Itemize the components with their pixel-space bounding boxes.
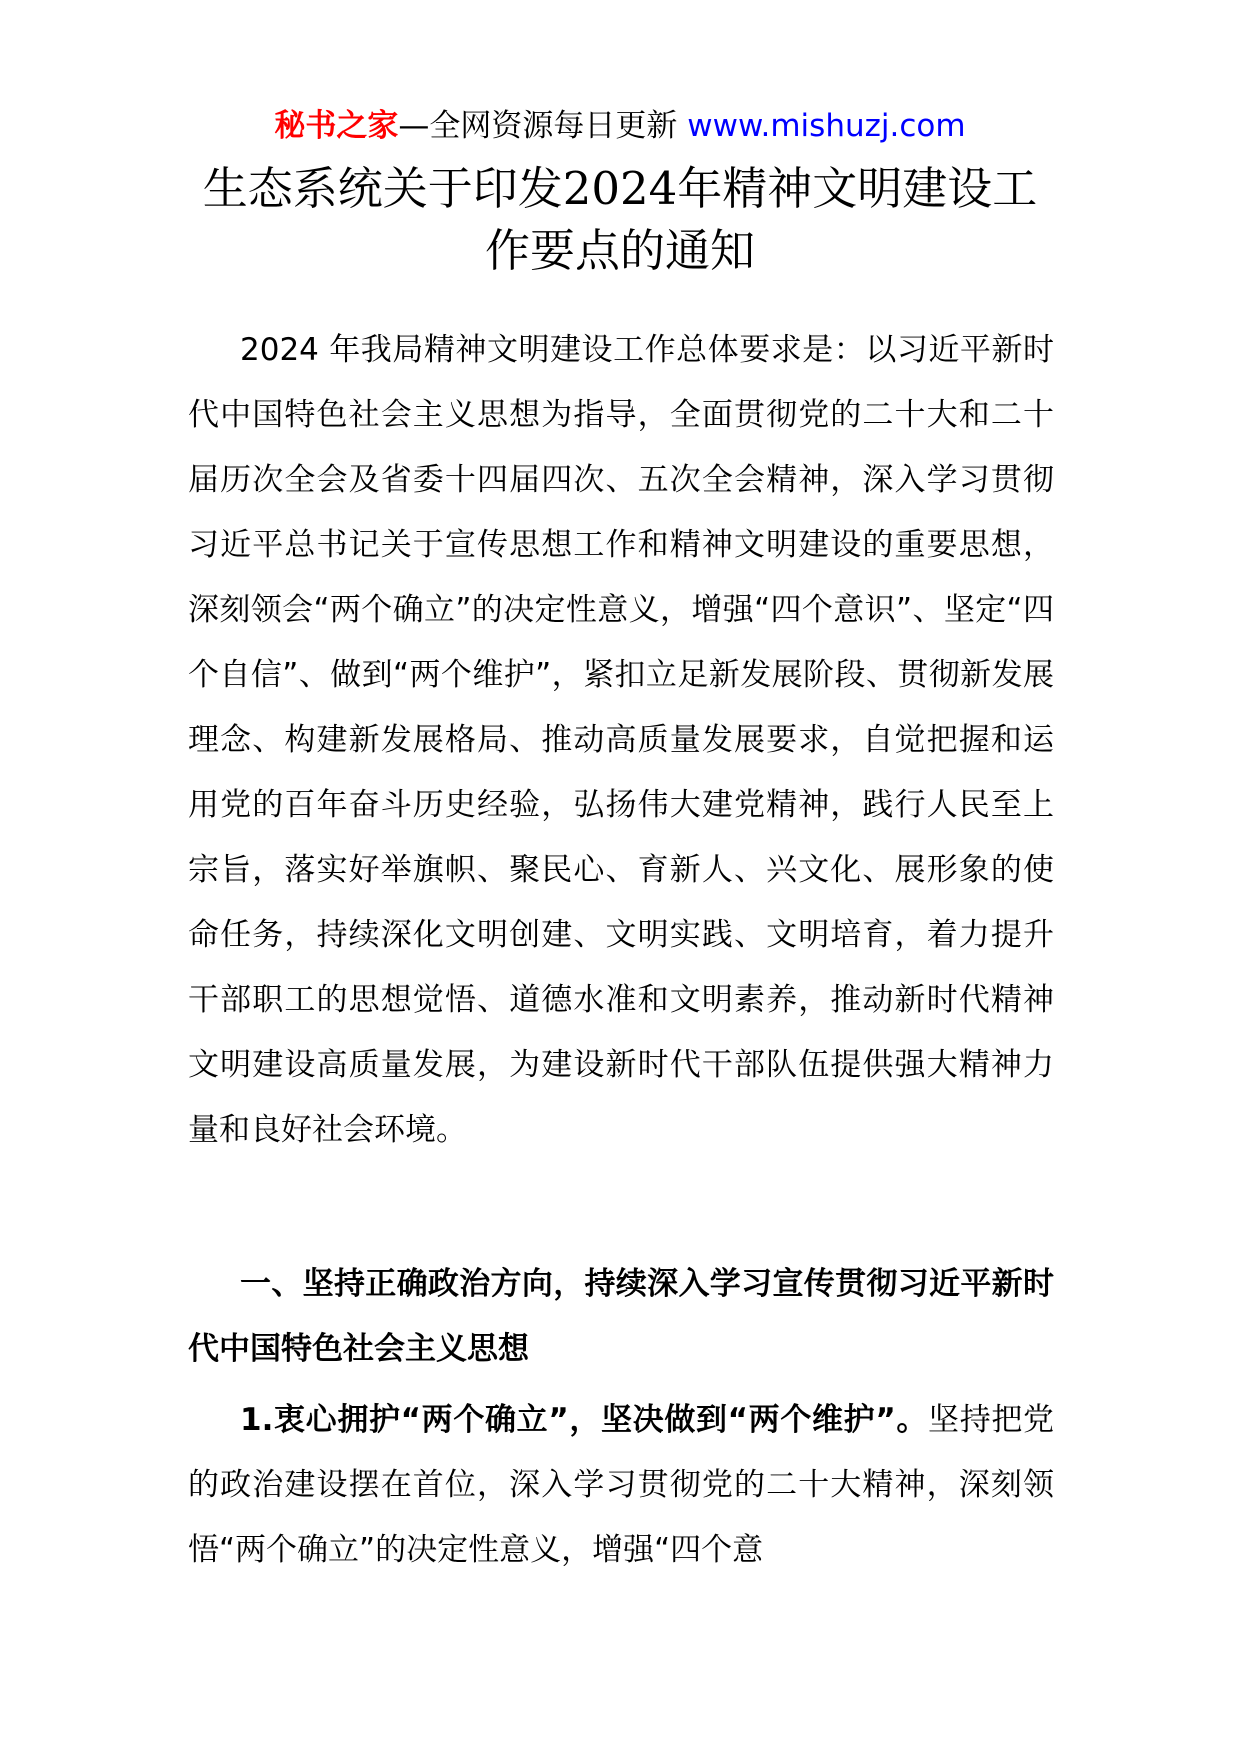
item-1-text: 坚持把党的政治建设摆在首位，深入学习贯彻党的二十大精神，深刻领悟“两个确立”的决定性意义，增强“四个意	[188, 1402, 1055, 1568]
intro-paragraph: 2024 年我局精神文明建设工作总体要求是：以习近平新时代中国特色社会主义思想为指导，全面贯彻党的二十大和二十届历次全会及省委十四届四次、五次全会精神，深入学习贯彻习近平总书记关于宣传思想工作和精神文明建设的重要思想，深刻领会“两个确立”的决定性意义，增强“四个意识”、坚定“四个自信”、做到“两个维护”，紧扣立足新发展阶段、贯彻新发展理念、构建新发展格局、推动高质量发展要求，自觉把握和运用党的百年奋斗历史经验，弘扬伟大建党精神，践行人民至上宗旨，落实好举旗帜、聚民心、育新人、兴文化、展形象的使命任务，持续深化文明创建、文明实践、文明培育，着力提升干部职工的思想觉悟、道德水准和文明素养，推动新时代精神文明建设高质量发展，为建设新时代干部队伍提供强大精神力量和良好社会环境。	[188, 332, 1054, 1148]
title-year: 2024	[562, 162, 678, 215]
banner-brand: 秘书之家	[274, 108, 399, 144]
banner-tagline: —全网资源每日更新	[398, 108, 678, 144]
banner-url-link[interactable]: www.mishuzj.com	[687, 108, 966, 144]
item-1-heading: 1.衷心拥护“两个确立”，坚决做到“两个维护”。	[240, 1402, 929, 1438]
title-line-1	[160, 158, 1080, 220]
site-banner	[0, 104, 1240, 148]
section-1-heading: 一、坚持正确政治方向，持续深入学习宣传贯彻习近平新时代中国特色社会主义思想	[188, 1266, 1054, 1367]
item-1-paragraph	[188, 1388, 1054, 1583]
title-text-post: 年精神文明建设工	[677, 162, 1038, 215]
title-text-pre: 生态系统关于印发	[202, 162, 563, 215]
title-line-2: 作要点的通知	[484, 224, 755, 277]
document-title	[160, 158, 1080, 282]
